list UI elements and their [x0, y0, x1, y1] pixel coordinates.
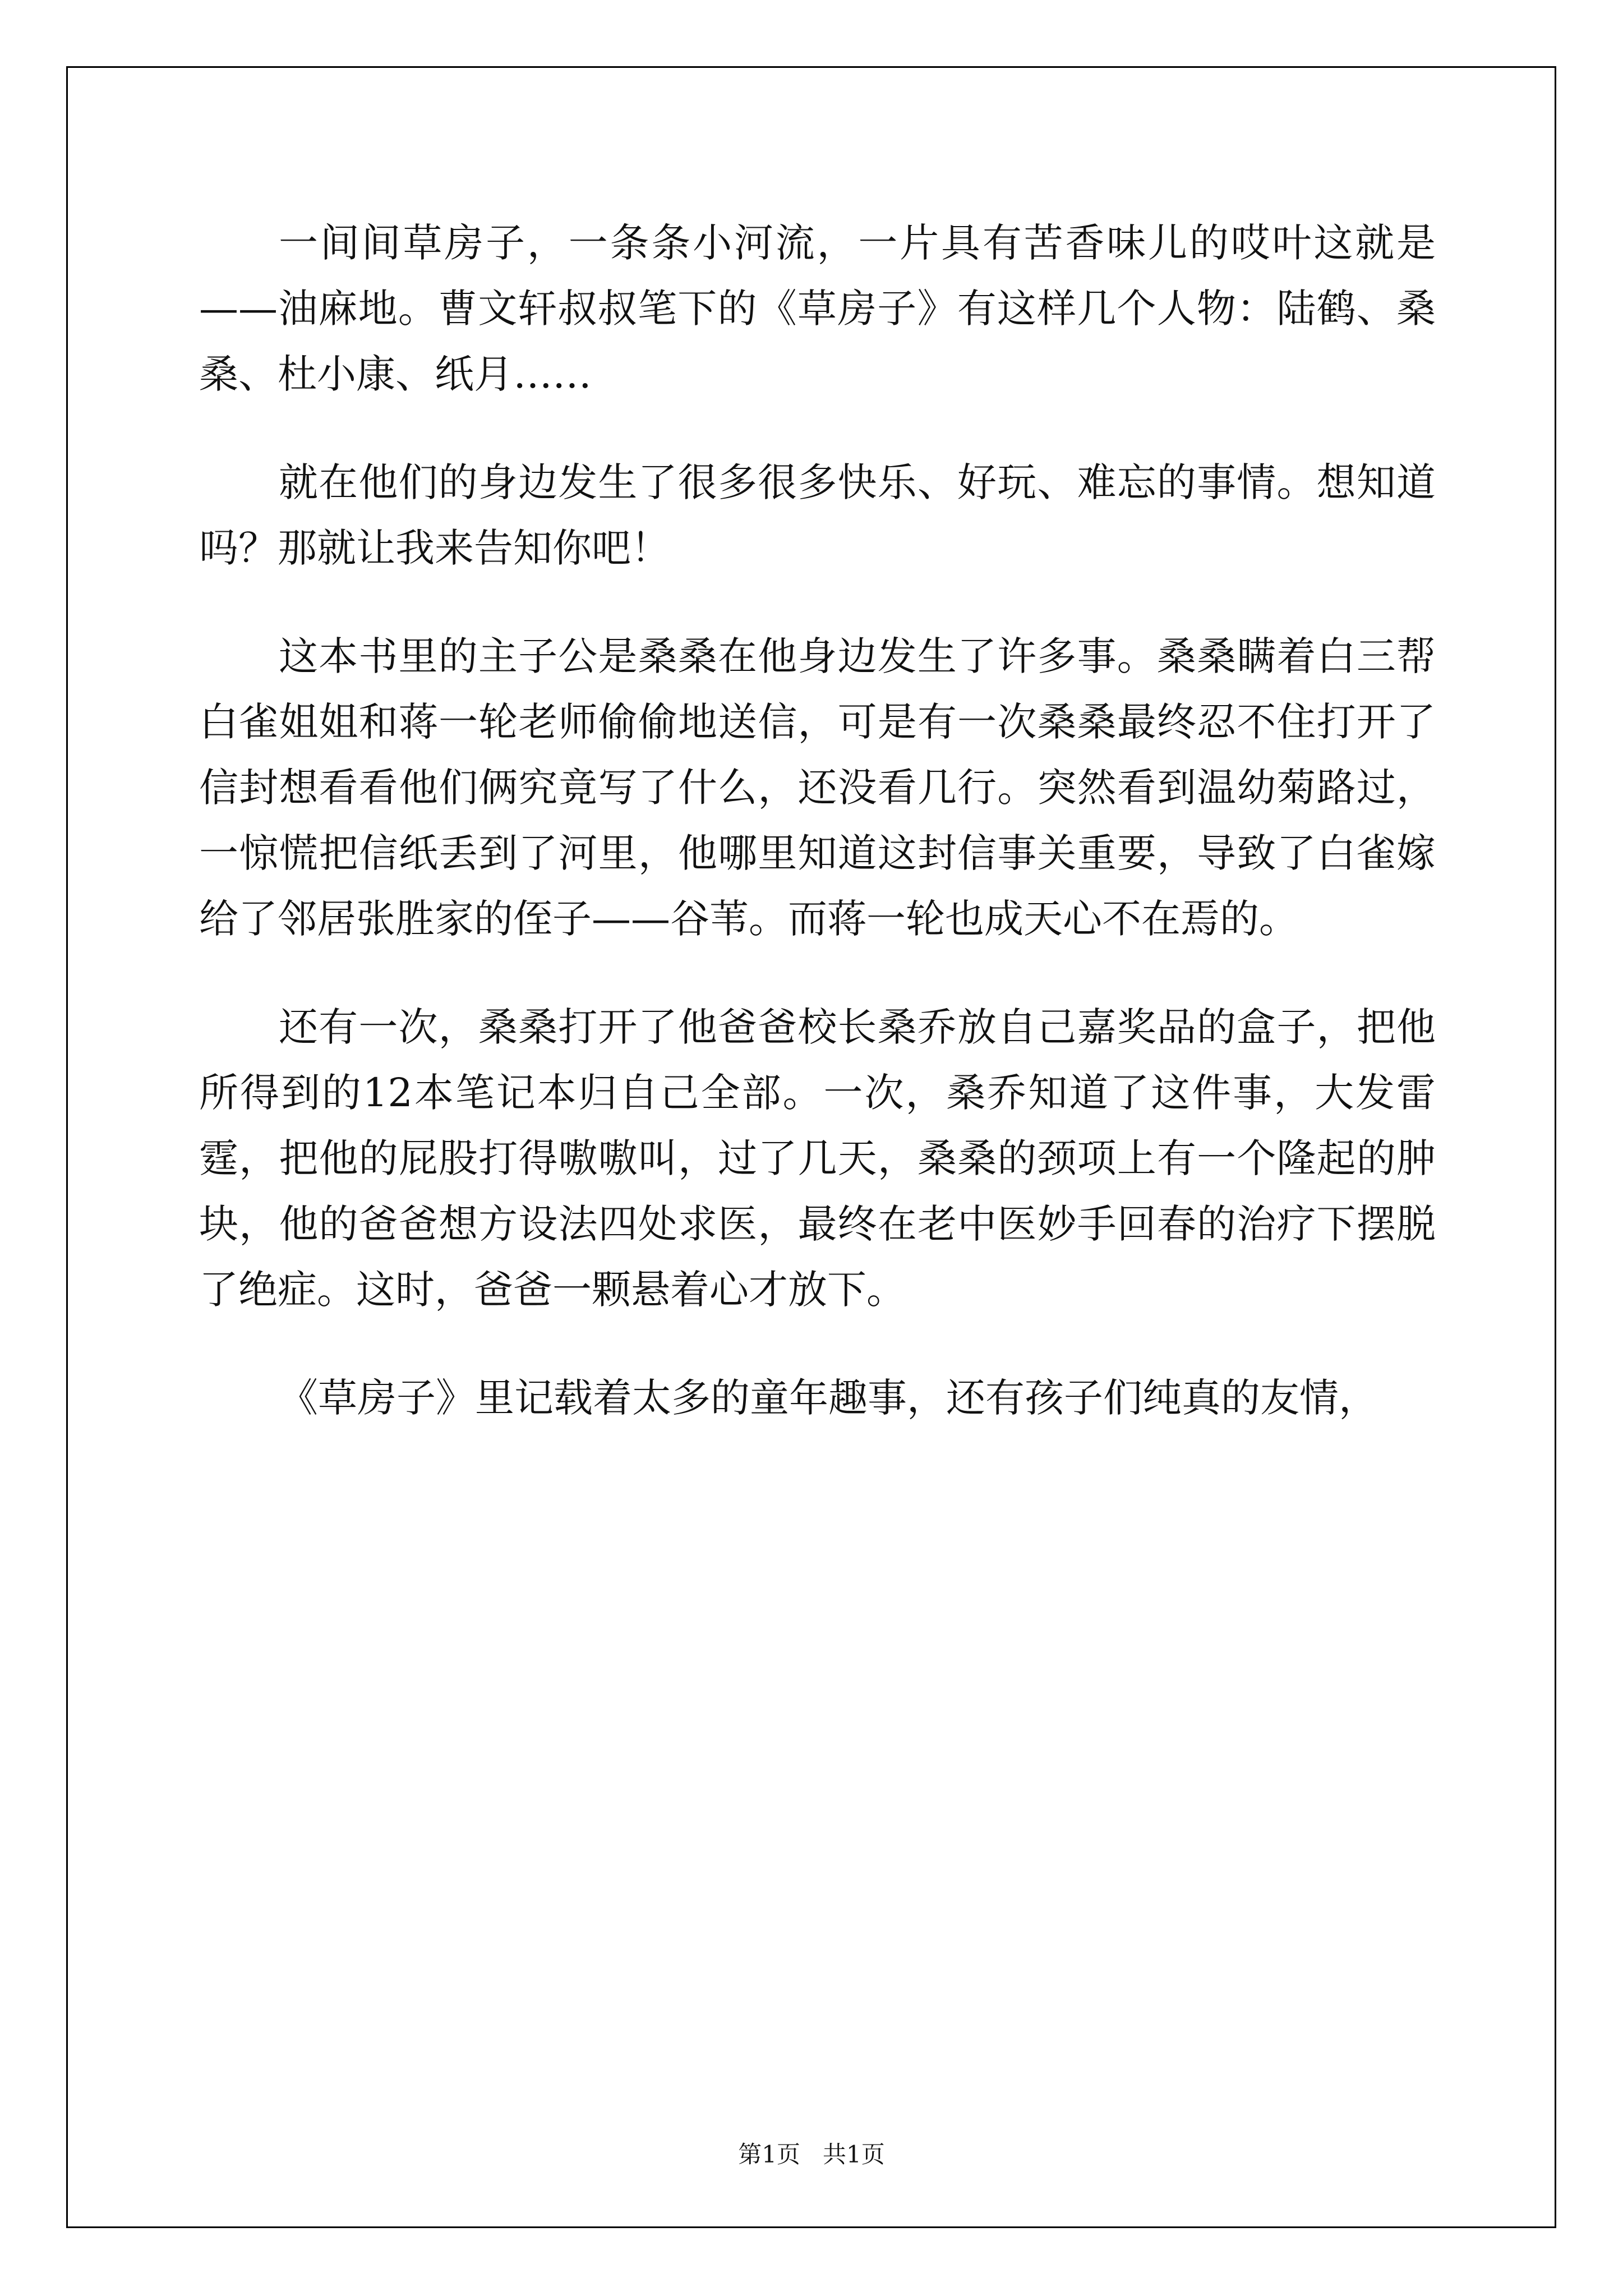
- document-body: [199, 210, 1436, 1474]
- paragraph: 一间间草房子，一条条小河流，一片具有苦香味儿的哎叶这就是——油麻地。曹文轩叔叔笔下的《草房子》有这样几个人物：陆鹤、桑桑、杜小康、纸月……: [199, 220, 1436, 397]
- paragraph: 《草房子》里记载着太多的童年趣事，还有孩子们纯真的友情，: [279, 1375, 1378, 1421]
- paragraph: 这本书里的主子公是桑桑在他身边发生了许多事。桑桑瞒着白三帮白雀姐姐和蒋一轮老师偷偷地送信，可是有一次桑桑最终忍不住打开了信封想看看他们俩究竟写了什么，还没看几行。突然看到温幼菊路过，一惊慌把信纸丢到了河里，他哪里知道这封信事关重要，导致了白雀嫁给了邻居张胜家的侄子——谷苇。而蒋一轮也成天心不在焉的。: [199, 633, 1436, 942]
- paragraph: 还有一次，桑桑打开了他爸爸校长桑乔放自己嘉奖品的盒子，把他所得到的12本笔记本归自己全部。一次，桑乔知道了这件事，大发雷霆，把他的屁股打得嗷嗷叫，过了几天，桑桑的颈项上有一个隆起的肿块，他的爸爸想方设法四处求医，最终在老中医妙手回春的治疗下摆脱了绝症。这时，爸爸一颗悬着心才放下。: [199, 1004, 1436, 1313]
- paragraph: 就在他们的身边发生了很多很多快乐、好玩、难忘的事情。想知道吗？那就让我来告知你吧！: [199, 459, 1436, 571]
- page-number-footer: 第1页 共1页: [738, 2141, 885, 2168]
